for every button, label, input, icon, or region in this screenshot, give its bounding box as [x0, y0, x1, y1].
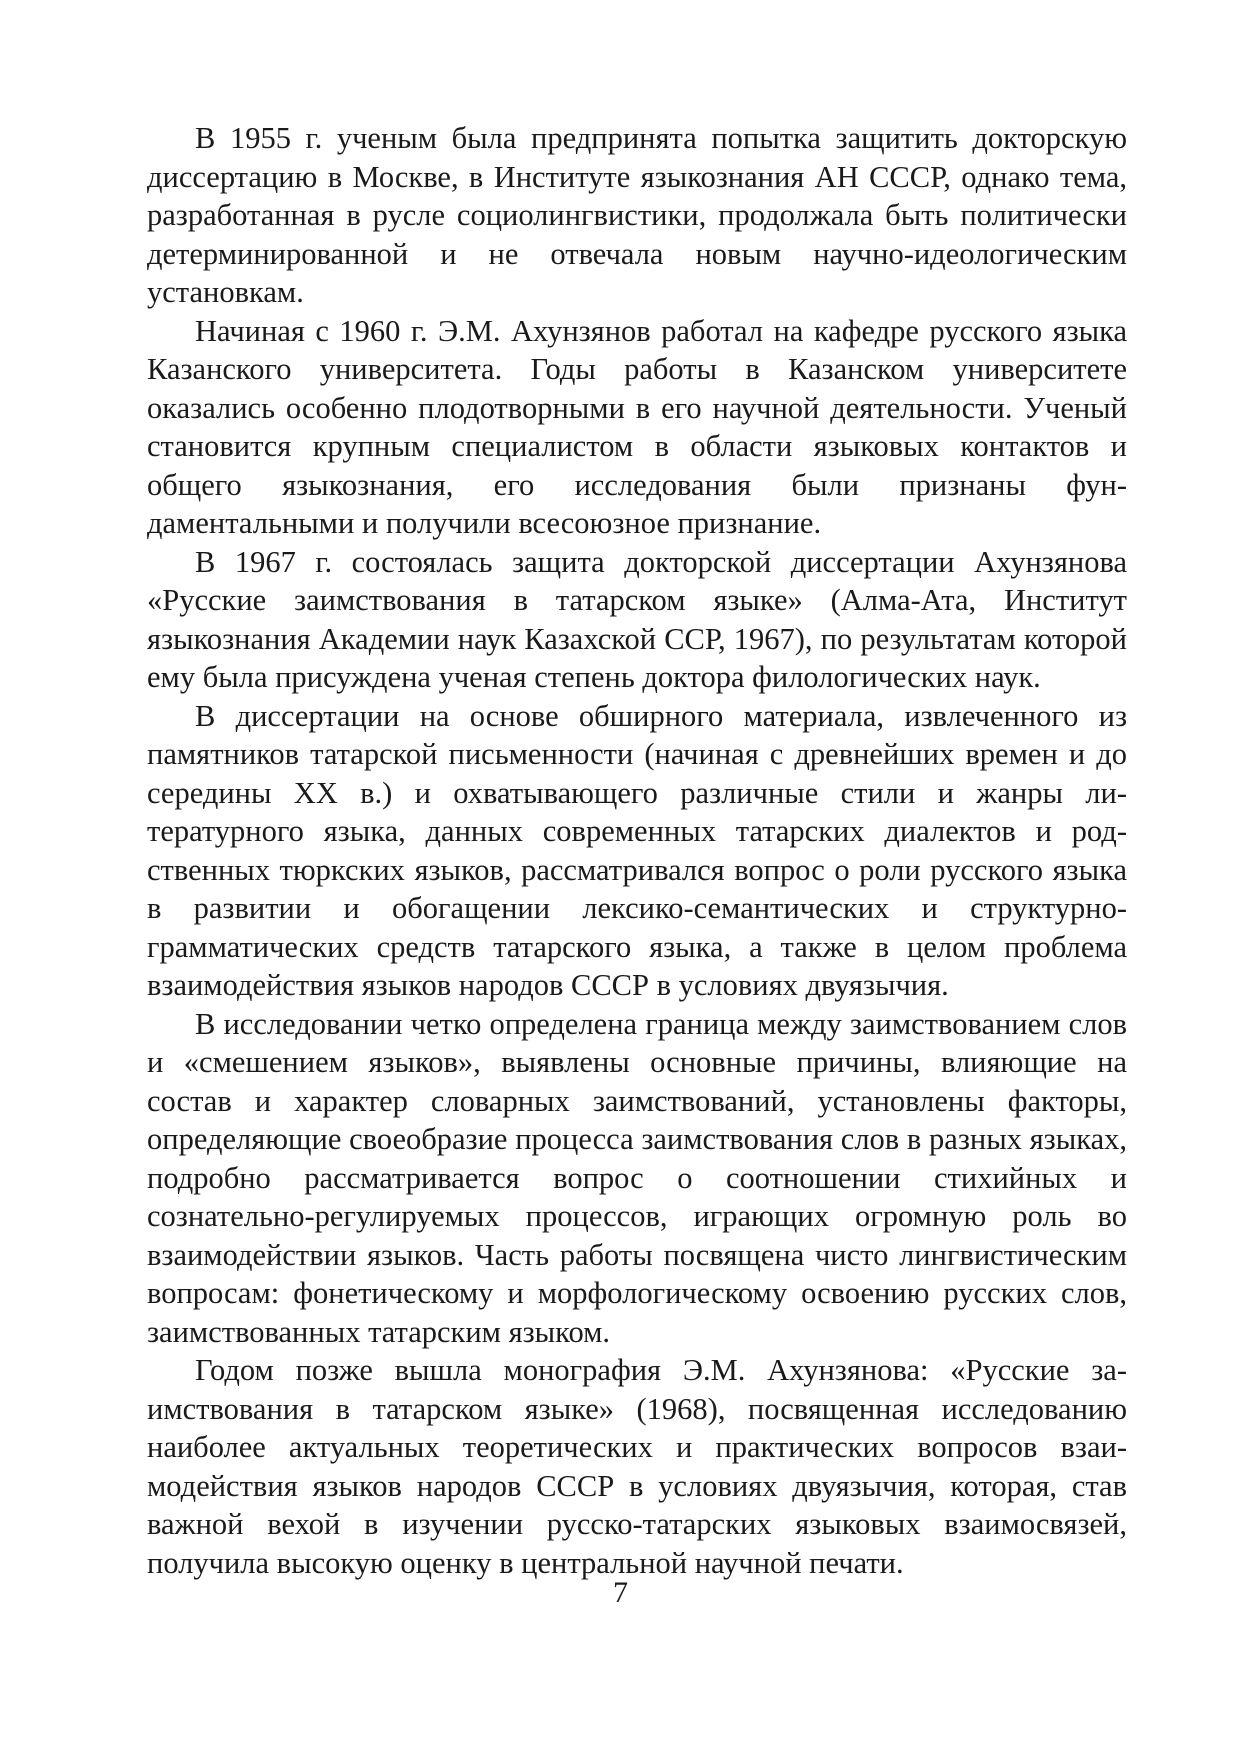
- paragraph-5: В исследовании четко определена граница между заимствованием слов и «смешением языков», выявлены основные причины, влияющие на состав и характер словарных заимствований, установлены факторы, определяющие своеобразие процесса заимствования слов в разных языках, подробно рассматривается вопрос о соотношении стихийных и сознательно-регулируемых процессов, играющих огромную роль во взаимодействии языков. Часть работы посвящена чисто лингвистическим вопросам: фонетическому и морфологическому освоению русских слов, заимствованных татарским языком.: [147, 1006, 1127, 1349]
- paragraph-3: В 1967 г. состоялась защита докторской диссертации Ахунзянова «Русские заимствования в татарском языке» (Алма-Ата, Институт языкознания Академии наук Казахской ССР, 1967), по результатам которой ему была присуждена ученая степень доктора филологических наук.: [147, 544, 1127, 694]
- paragraph-1: В 1955 г. ученым была предпринята попытка защитить докторскую диссертацию в Москве, в Институте языкознания АН СССР, однако тема, разработанная в русле социолингвистики, продолжала быть политически детерминированной и не отвечала новым научно-идеологическим установкам.: [147, 121, 1127, 309]
- page-number: 7: [613, 1576, 628, 1609]
- body-text: [147, 119, 1127, 1582]
- paragraph-6: Годом позже вышла монография Э.М. Ахунзянова: «Русские заимствования в татарском языке» (1968), посвященная исследованию наиболее актуальных теоретических и практических вопросов взаимодействия языков народов СССР в условиях двуязычия, которая, став важной вехой в изучении русско-татарских языковых взаимосвязей, получила высокую оценку в центральной научной печати.: [147, 1353, 1127, 1580]
- paragraph-4: В диссертации на основе обширного материала, извлеченного из памятников татарской письменности (начиная с древнейших времен и до середины ХХ в.) и охватывающего различные стили и жанры литературного языка, данных современных татарских диалектов и родственных тюркских языков, рассматривался вопрос о роли русского языка в развитии и обогащении лексико-семантических и структурно-грамматических средств татарского языка, а также в целом проблема взаимодействия языков народов СССР в условиях двуязычия.: [147, 698, 1127, 1002]
- paragraph-2: Начиная с 1960 г. Э.М. Ахунзянов работал на кафедре русского языка Казанского университета. Годы работы в Казанском университете оказались особенно плодотворными в его научной деятельности. Ученый становится крупным специалистом в области языковых контактов и общего языкознания, его исследования были признаны фундаментальными и получили всесоюзное признание.: [147, 313, 1127, 540]
